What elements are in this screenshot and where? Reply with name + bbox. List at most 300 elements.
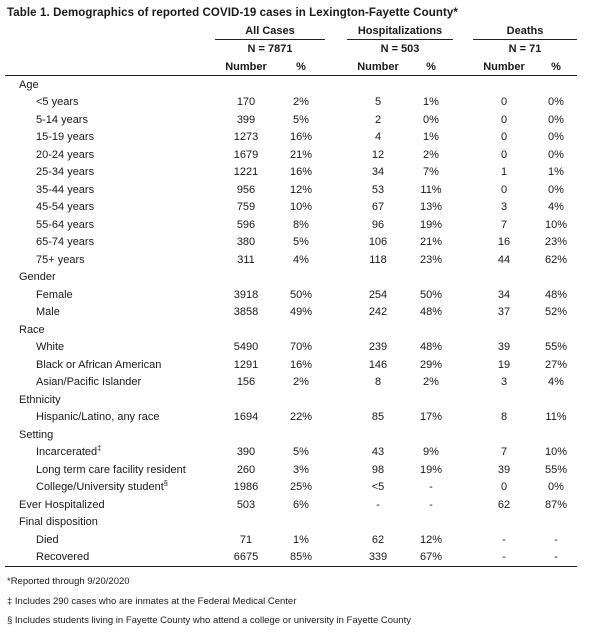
cell-allcases-percent: 5% xyxy=(293,446,309,459)
row-label: Setting xyxy=(19,428,54,441)
column-spacer xyxy=(325,111,347,129)
cell-hosp-percent: 1% xyxy=(423,131,439,144)
cell-deaths-percent: 10% xyxy=(544,218,568,231)
row-label: White xyxy=(36,341,65,354)
cell-hosp-number: 12 xyxy=(371,148,385,161)
row-label: Female xyxy=(36,288,73,301)
cell-deaths-number: 39 xyxy=(497,341,511,354)
cell-allcases-percent: 8% xyxy=(293,218,309,231)
cell-deaths-percent: 11% xyxy=(545,411,567,424)
cell-deaths-number: 0 xyxy=(500,183,508,196)
cell-allcases-percent xyxy=(277,391,325,409)
cell-deaths-number: 7 xyxy=(500,218,508,231)
n-header-row xyxy=(5,40,577,59)
cell-deaths-percent: 55% xyxy=(544,463,568,476)
cell-deaths-number xyxy=(473,269,535,287)
column-header-hosp-number: Number xyxy=(347,58,409,76)
cell-allcases-percent: 50% xyxy=(289,288,313,301)
column-spacer xyxy=(453,40,473,59)
cell-hosp-percent: 0% xyxy=(423,113,439,126)
column-spacer xyxy=(453,269,473,287)
cell-hosp-percent xyxy=(409,76,453,94)
cell-deaths-percent: 0% xyxy=(548,183,564,196)
section-row xyxy=(5,321,577,339)
cell-hosp-percent: 19% xyxy=(419,218,443,231)
column-spacer xyxy=(325,514,347,532)
cell-deaths-number xyxy=(473,426,535,444)
cell-deaths-number: 3 xyxy=(500,376,508,389)
table-row xyxy=(5,356,577,374)
cell-allcases-number: 503 xyxy=(236,498,256,511)
cell-deaths-percent: 27% xyxy=(544,358,568,371)
row-label: Black or African American xyxy=(36,358,162,371)
row-label: Age xyxy=(19,78,39,91)
table-row xyxy=(5,444,577,462)
column-spacer xyxy=(325,304,347,322)
cell-hosp-percent: 29% xyxy=(419,358,443,371)
column-spacer xyxy=(325,251,347,269)
cell-deaths-number: 0 xyxy=(500,131,508,144)
cell-hosp-number: 8 xyxy=(374,376,382,389)
cell-allcases-number: 1291 xyxy=(233,358,259,371)
cell-deaths-percent: - xyxy=(554,533,558,546)
column-spacer xyxy=(453,129,473,147)
column-spacer xyxy=(453,58,473,76)
row-label: Recovered xyxy=(5,549,215,567)
cell-allcases-percent xyxy=(277,514,325,532)
table-row xyxy=(5,339,577,357)
cell-hosp-number: 118 xyxy=(369,253,387,266)
column-spacer xyxy=(453,444,473,462)
cell-hosp-number xyxy=(347,76,409,94)
column-header-allcases-number: Number xyxy=(215,58,277,76)
cell-deaths-number: 0 xyxy=(500,481,508,494)
column-spacer xyxy=(453,111,473,129)
column-spacer xyxy=(325,216,347,234)
cell-hosp-percent: 7% xyxy=(423,166,439,179)
n-deaths: N = 71 xyxy=(508,43,542,55)
table-row xyxy=(5,374,577,392)
row-label: Race xyxy=(19,323,45,336)
row-label: Gender xyxy=(19,271,56,284)
row-label: Died xyxy=(36,533,59,546)
cell-allcases-number: 1221 xyxy=(233,166,259,179)
cell-hosp-number: 85 xyxy=(371,411,385,424)
cell-allcases-percent xyxy=(277,321,325,339)
cell-allcases-percent: 2% xyxy=(293,376,309,389)
cell-allcases-percent: 49% xyxy=(289,306,313,319)
cell-allcases-number xyxy=(215,321,277,339)
cell-hosp-percent: 2% xyxy=(423,376,439,389)
cell-hosp-percent xyxy=(409,269,453,287)
column-spacer xyxy=(453,94,473,112)
cell-allcases-percent: 85% xyxy=(277,549,325,567)
cell-hosp-percent: - xyxy=(429,498,433,511)
column-spacer xyxy=(325,531,347,549)
cell-hosp-number: 254 xyxy=(368,288,388,301)
cell-hosp-percent xyxy=(409,391,453,409)
column-spacer xyxy=(325,479,347,497)
cell-deaths-percent: 4% xyxy=(548,201,564,214)
cell-deaths-number: 0 xyxy=(500,96,508,109)
column-spacer xyxy=(453,549,473,567)
cell-hosp-percent: 23% xyxy=(419,253,443,266)
cell-allcases-number xyxy=(215,269,277,287)
group-header-all-cases: All Cases xyxy=(215,23,325,40)
column-spacer xyxy=(325,146,347,164)
row-label: Asian/Pacific Islander xyxy=(36,376,142,389)
row-label: Long term care facility resident xyxy=(36,463,186,476)
cell-hosp-number xyxy=(347,514,409,532)
cell-hosp-number: 96 xyxy=(371,218,385,231)
column-spacer xyxy=(453,181,473,199)
table-row xyxy=(5,181,577,199)
column-spacer xyxy=(453,479,473,497)
column-spacer xyxy=(325,58,347,76)
cell-deaths-percent xyxy=(535,426,577,444)
table-title: Table 1. Demographics of reported COVID-19 cases in Lexington-Fayette County* xyxy=(7,7,458,19)
cell-hosp-percent: 21% xyxy=(419,236,443,249)
column-spacer xyxy=(325,94,347,112)
column-spacer xyxy=(325,356,347,374)
cell-hosp-percent: 11% xyxy=(420,183,442,196)
column-spacer xyxy=(453,251,473,269)
cell-allcases-number: 759 xyxy=(236,201,256,214)
cell-deaths-percent: 62% xyxy=(544,253,568,266)
cell-deaths-percent xyxy=(535,321,577,339)
table-row xyxy=(5,461,577,479)
cell-hosp-number: - xyxy=(376,498,380,511)
cell-allcases-percent: 1% xyxy=(293,533,309,546)
table-row xyxy=(5,251,577,269)
column-spacer xyxy=(453,409,473,427)
cell-deaths-number: 0 xyxy=(500,113,508,126)
row-label: 55-64 years xyxy=(36,218,95,231)
cell-allcases-number: 3858 xyxy=(233,306,259,319)
cell-allcases-number: 1986 xyxy=(233,481,259,494)
cell-deaths-percent: 10% xyxy=(544,446,568,459)
cell-hosp-percent: 1% xyxy=(423,96,439,109)
cell-deaths-number xyxy=(473,321,535,339)
header-spacer xyxy=(5,58,215,76)
cell-hosp-percent xyxy=(409,321,453,339)
row-label: 5-14 years xyxy=(36,113,88,126)
section-row xyxy=(5,391,577,409)
cell-deaths-percent: 4% xyxy=(548,376,564,389)
table-row xyxy=(5,409,577,427)
cell-hosp-number xyxy=(347,391,409,409)
column-spacer xyxy=(325,181,347,199)
column-spacer xyxy=(325,409,347,427)
section-row xyxy=(5,426,577,444)
column-spacer xyxy=(453,374,473,392)
cell-deaths-number: 19 xyxy=(497,358,511,371)
cell-allcases-percent: 70% xyxy=(289,341,313,354)
cell-deaths-number: 62 xyxy=(497,498,511,511)
group-header-hospitalizations: Hospitalizations xyxy=(347,23,453,40)
cell-allcases-percent: 16% xyxy=(289,166,313,179)
cell-allcases-number: 170 xyxy=(236,96,256,109)
column-spacer xyxy=(453,391,473,409)
column-spacer xyxy=(325,321,347,339)
cell-allcases-percent: 5% xyxy=(293,236,309,249)
cell-deaths-percent: - xyxy=(535,549,577,567)
cell-allcases-percent: 16% xyxy=(289,358,313,371)
row-label: <5 years xyxy=(36,96,79,109)
cell-deaths-percent: 1% xyxy=(548,166,564,179)
cell-allcases-number: 399 xyxy=(236,113,256,126)
cell-hosp-percent: 48% xyxy=(419,306,443,319)
row-label: Hispanic/Latino, any race xyxy=(36,411,160,424)
cell-deaths-number: 34 xyxy=(497,288,511,301)
cell-hosp-number: 5 xyxy=(374,96,382,109)
footnote-incarcerated: ‡ Includes 290 cases who are inmates at the Federal Medical Center xyxy=(7,595,297,607)
row-label: College/University student§ xyxy=(36,478,168,494)
cell-allcases-percent: 5% xyxy=(293,113,309,126)
cell-deaths-number: 3 xyxy=(500,201,508,214)
column-spacer xyxy=(453,356,473,374)
cell-allcases-number: 390 xyxy=(236,446,256,459)
column-spacer xyxy=(325,461,347,479)
column-spacer xyxy=(453,514,473,532)
cell-deaths-percent: 0% xyxy=(548,148,564,161)
row-label: 65-74 years xyxy=(36,236,95,249)
column-spacer xyxy=(325,234,347,252)
cell-allcases-percent: 4% xyxy=(293,253,309,266)
cell-allcases-number xyxy=(215,514,277,532)
column-spacer xyxy=(453,339,473,357)
cell-hosp-number: 146 xyxy=(368,358,388,371)
cell-allcases-number xyxy=(215,426,277,444)
cell-hosp-number: 67 xyxy=(371,201,385,214)
row-label: 20-24 years xyxy=(36,148,95,161)
cell-allcases-number: 156 xyxy=(236,376,256,389)
cell-deaths-number: 44 xyxy=(497,253,511,266)
column-spacer xyxy=(453,23,473,40)
table-row xyxy=(5,304,577,322)
cell-allcases-number: 1273 xyxy=(233,131,259,144)
table-row xyxy=(5,164,577,182)
cell-deaths-percent: 52% xyxy=(544,306,568,319)
group-header-deaths: Deaths xyxy=(473,23,577,40)
cell-allcases-percent xyxy=(277,426,325,444)
cell-allcases-percent: 10% xyxy=(289,201,313,214)
cell-allcases-number: 71 xyxy=(239,533,253,546)
row-label: 35-44 years xyxy=(36,183,95,196)
cell-hosp-number: 34 xyxy=(371,166,385,179)
cell-allcases-number xyxy=(215,76,277,94)
cell-hosp-number: <5 xyxy=(371,481,385,494)
section-row xyxy=(5,269,577,287)
column-spacer xyxy=(325,496,347,514)
column-spacer xyxy=(453,461,473,479)
cell-deaths-percent: 0% xyxy=(548,96,564,109)
cell-hosp-percent: - xyxy=(429,481,433,494)
column-spacer xyxy=(453,234,473,252)
table-row xyxy=(5,199,577,217)
cell-allcases-percent xyxy=(277,76,325,94)
cell-allcases-number: 1694 xyxy=(233,411,259,424)
cell-allcases-number: 3918 xyxy=(233,288,259,301)
column-spacer xyxy=(453,76,473,94)
row-label: Ethnicity xyxy=(19,393,61,406)
cell-hosp-number: 239 xyxy=(368,341,388,354)
cell-deaths-percent: 23% xyxy=(544,236,568,249)
cell-deaths-number: - xyxy=(502,533,506,546)
column-spacer xyxy=(325,199,347,217)
column-spacer xyxy=(453,286,473,304)
cell-deaths-number: 16 xyxy=(497,236,511,249)
subheader-row xyxy=(5,58,577,76)
cell-deaths-percent: 0% xyxy=(548,481,564,494)
cell-allcases-percent: 3% xyxy=(293,463,309,476)
cell-deaths-percent xyxy=(535,514,577,532)
column-spacer xyxy=(325,164,347,182)
column-spacer xyxy=(325,40,347,59)
cell-hosp-percent: 48% xyxy=(419,341,443,354)
cell-hosp-percent: 12% xyxy=(419,533,443,546)
table-row xyxy=(5,234,577,252)
row-label: Final disposition xyxy=(19,516,98,529)
cell-deaths-number: 37 xyxy=(497,306,511,319)
cell-hosp-percent xyxy=(409,426,453,444)
section-row xyxy=(5,76,577,94)
cell-deaths-percent: 87% xyxy=(544,498,568,511)
footnote-marker: ‡ xyxy=(97,443,102,453)
table-row xyxy=(5,129,577,147)
cell-allcases-percent: 2% xyxy=(293,96,309,109)
column-spacer xyxy=(453,531,473,549)
column-spacer xyxy=(325,374,347,392)
cell-allcases-number: 596 xyxy=(236,218,256,231)
cell-allcases-percent: 21% xyxy=(289,148,313,161)
table-row xyxy=(5,286,577,304)
cell-allcases-number: 311 xyxy=(237,253,255,266)
column-spacer xyxy=(453,146,473,164)
demographics-table xyxy=(5,23,577,567)
cell-hosp-number: 242 xyxy=(368,306,388,319)
column-spacer xyxy=(325,269,347,287)
cell-deaths-percent: 55% xyxy=(544,341,568,354)
footnote-reported-through: *Reported through 9/20/2020 xyxy=(7,576,130,587)
cell-deaths-percent: 48% xyxy=(544,288,568,301)
cell-hosp-number: 106 xyxy=(368,236,388,249)
cell-deaths-number: 39 xyxy=(497,463,511,476)
cell-allcases-number: 1679 xyxy=(233,148,259,161)
cell-allcases-number: 260 xyxy=(236,463,256,476)
cell-deaths-percent xyxy=(535,391,577,409)
table-row xyxy=(5,146,577,164)
cell-deaths-percent xyxy=(535,76,577,94)
cell-hosp-number: 339 xyxy=(347,549,409,567)
row-label: Incarcerated‡ xyxy=(36,443,102,459)
table-row xyxy=(5,216,577,234)
table-row xyxy=(5,479,577,497)
cell-allcases-number xyxy=(215,391,277,409)
cell-allcases-number: 5490 xyxy=(233,341,259,354)
cell-allcases-number: 6675 xyxy=(215,549,277,567)
column-header-allcases-percent: % xyxy=(277,58,325,76)
header-spacer xyxy=(5,40,215,59)
column-spacer xyxy=(325,129,347,147)
row-label: Ever Hospitalized xyxy=(19,498,105,511)
column-spacer xyxy=(453,304,473,322)
cell-hosp-percent: 9% xyxy=(423,446,439,459)
cell-deaths-number xyxy=(473,391,535,409)
row-label: 15-19 years xyxy=(36,131,95,144)
report-page xyxy=(0,7,600,631)
row-label: 45-54 years xyxy=(36,201,95,214)
cell-hosp-number: 98 xyxy=(371,463,385,476)
table-body xyxy=(5,76,577,567)
n-hospitalizations: N = 503 xyxy=(380,43,420,55)
cell-deaths-number: 1 xyxy=(500,166,508,179)
cell-allcases-percent: 12% xyxy=(289,183,313,196)
cell-hosp-number: 53 xyxy=(371,183,385,196)
cell-allcases-percent: 22% xyxy=(289,411,313,424)
column-spacer xyxy=(453,199,473,217)
n-all-cases: N = 7871 xyxy=(247,43,293,55)
cell-hosp-number: 4 xyxy=(374,131,382,144)
cell-hosp-number: 62 xyxy=(371,533,385,546)
cell-hosp-percent xyxy=(409,514,453,532)
column-spacer xyxy=(325,286,347,304)
cell-hosp-number xyxy=(347,426,409,444)
column-spacer xyxy=(325,76,347,94)
cell-hosp-number xyxy=(347,321,409,339)
footnote-marker: § xyxy=(163,478,168,488)
group-header-row xyxy=(5,23,577,40)
column-header-deaths-number: Number xyxy=(473,58,535,76)
column-spacer xyxy=(453,496,473,514)
column-spacer xyxy=(453,216,473,234)
cell-hosp-percent: 2% xyxy=(423,148,439,161)
footnote-college-student: § Includes students living in Fayette County who attend a college or university in Fayette County xyxy=(7,615,411,626)
cell-deaths-number xyxy=(473,514,535,532)
cell-deaths-number: - xyxy=(473,549,535,567)
column-header-hosp-percent: % xyxy=(409,58,453,76)
cell-deaths-number: 8 xyxy=(500,411,508,424)
table-row xyxy=(5,549,577,567)
table-row xyxy=(5,496,577,514)
cell-allcases-percent xyxy=(277,269,325,287)
cell-hosp-percent: 13% xyxy=(419,201,443,214)
cell-deaths-number xyxy=(473,76,535,94)
cell-hosp-percent: 67% xyxy=(409,549,453,567)
cell-deaths-number: 0 xyxy=(500,148,508,161)
column-spacer xyxy=(325,391,347,409)
cell-allcases-number: 956 xyxy=(236,183,256,196)
header-spacer xyxy=(5,23,215,40)
column-spacer xyxy=(325,444,347,462)
cell-hosp-percent: 50% xyxy=(419,288,443,301)
column-spacer xyxy=(453,426,473,444)
footnotes xyxy=(7,572,600,631)
column-spacer xyxy=(453,321,473,339)
column-spacer xyxy=(325,23,347,40)
cell-allcases-number: 380 xyxy=(236,236,256,249)
cell-hosp-number: 43 xyxy=(371,446,385,459)
cell-allcases-percent: 25% xyxy=(289,481,313,494)
row-label: 75+ years xyxy=(36,253,85,266)
table-row xyxy=(5,94,577,112)
cell-hosp-percent: 17% xyxy=(419,411,443,424)
column-header-deaths-percent: % xyxy=(535,58,577,76)
table-row xyxy=(5,531,577,549)
cell-deaths-percent xyxy=(535,269,577,287)
row-label: 25-34 years xyxy=(36,166,95,179)
cell-hosp-percent: 19% xyxy=(419,463,443,476)
